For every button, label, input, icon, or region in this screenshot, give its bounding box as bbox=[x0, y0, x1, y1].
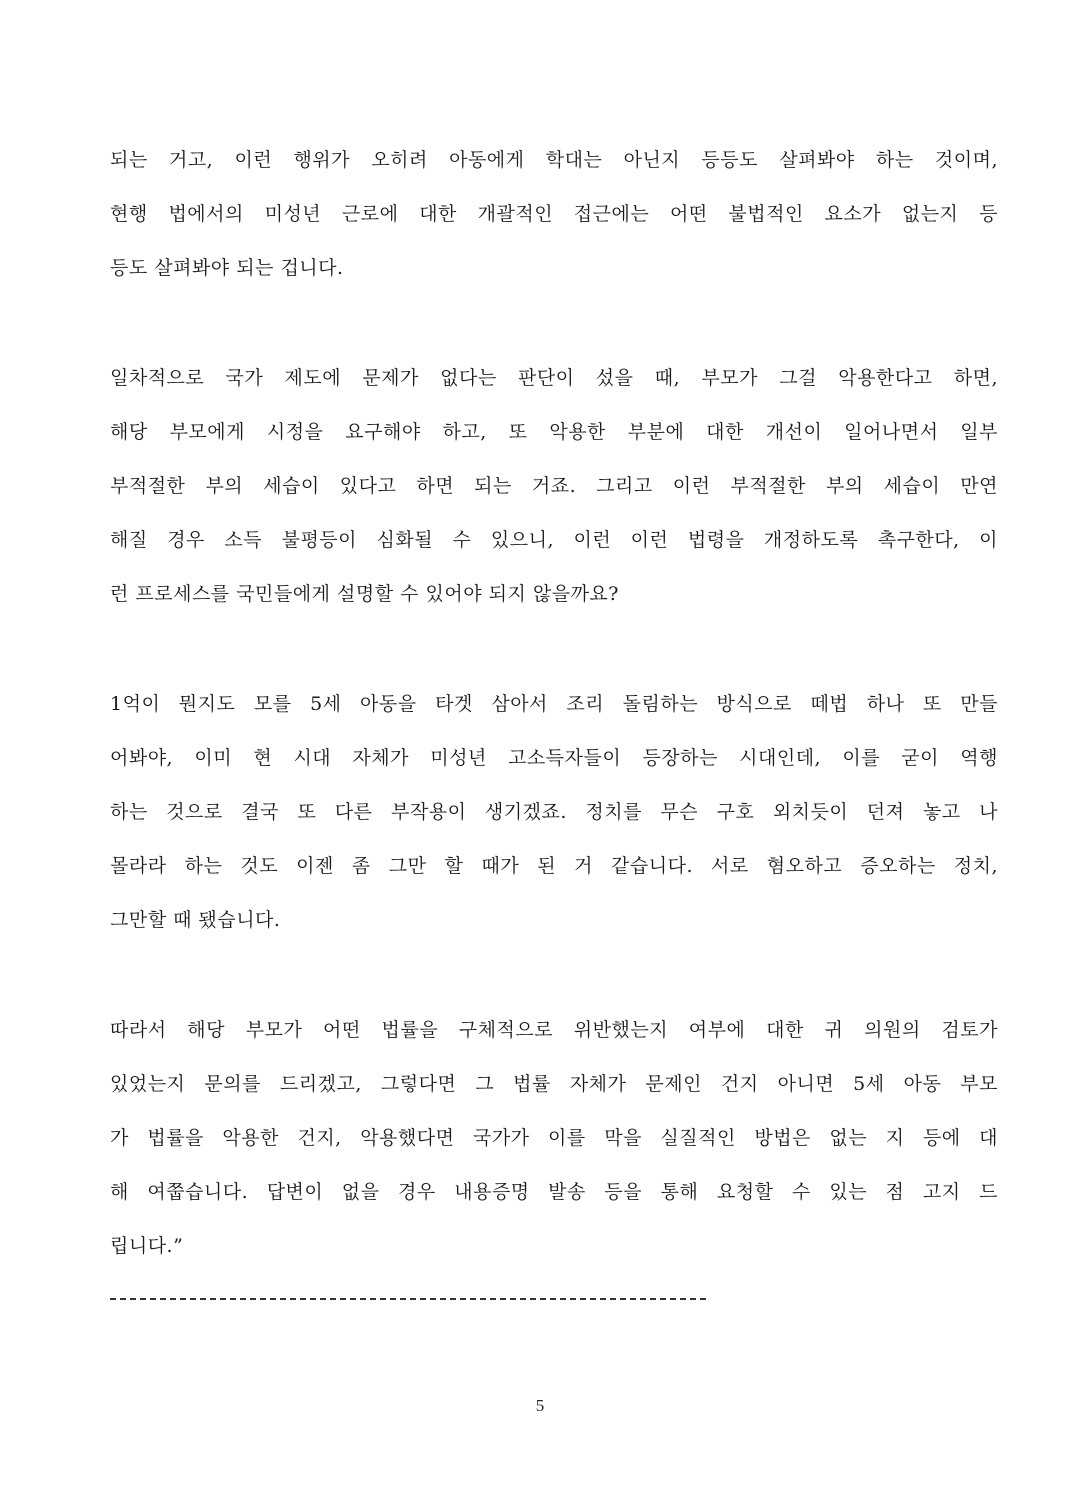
text-line: 가 법률을 악용한 건지, 악용했다면 국가가 이를 막을 실질적인 방법은 없는 지 등에 대 bbox=[110, 1127, 998, 1149]
text-line: 1억이 뭔지도 모를 5세 아동을 타겟 삼아서 조리 돌림하는 방식으로 떼법 하나 또 만들 bbox=[110, 693, 998, 715]
text-line: 부적절한 부의 세습이 있다고 하면 되는 거죠. 그리고 이런 부적절한 부의 세습이 만연 bbox=[110, 475, 998, 497]
text-line: 있었는지 문의를 드리겠고, 그렇다면 그 법률 자체가 문제인 건지 아니면 5세 아동 부모 bbox=[110, 1073, 998, 1095]
text-line: 따라서 해당 부모가 어떤 법률을 구체적으로 위반했는지 여부에 대한 귀 의원의 검토가 bbox=[110, 1019, 998, 1041]
text-line: 해질 경우 소득 불평등이 심화될 수 있으니, 이런 이런 법령을 개정하도록 촉구한다, 이 bbox=[110, 529, 998, 551]
text-line: 하는 것으로 결국 또 다른 부작용이 생기겠죠. 정치를 무슨 구호 외치듯이 던져 놓고 나 bbox=[110, 801, 998, 823]
text-line: 해 여쭙습니다. 답변이 없을 경우 내용증명 발송 등을 통해 요청할 수 있는 점 고지 드 bbox=[110, 1181, 998, 1203]
text-line: 되는 거고, 이런 행위가 오히려 아동에게 학대는 아닌지 등등도 살펴봐야 하는 것이며, bbox=[110, 149, 998, 171]
text-line: 일차적으로 국가 제도에 문제가 없다는 판단이 섰을 때, 부모가 그걸 악용한다고 하면, bbox=[110, 367, 998, 389]
text-line: 립니다.” bbox=[110, 1235, 184, 1257]
text-line: 현행 법에서의 미성년 근로에 대한 개괄적인 접근에는 어떤 불법적인 요소가 없는지 등 bbox=[110, 203, 998, 225]
text-line: 그만할 때 됐습니다. bbox=[110, 909, 281, 931]
dashed-divider bbox=[110, 1298, 706, 1300]
text-line: 등도 살펴봐야 되는 겁니다. bbox=[110, 257, 344, 279]
paragraph-3 bbox=[110, 677, 998, 947]
text-line: 어봐야, 이미 현 시대 자체가 미성년 고소득자들이 등장하는 시대인데, 이를 굳이 역행 bbox=[110, 747, 998, 769]
text-line: 해당 부모에게 시정을 요구해야 하고, 또 악용한 부분에 대한 개선이 일어나면서 일부 bbox=[110, 421, 998, 443]
text-line: 몰라라 하는 것도 이젠 좀 그만 할 때가 된 거 같습니다. 서로 혐오하고 증오하는 정치, bbox=[110, 855, 998, 877]
text-line: 런 프로세스를 국민들에게 설명할 수 있어야 되지 않을까요? bbox=[110, 583, 619, 605]
paragraph-1 bbox=[110, 133, 998, 295]
page-number: 5 bbox=[535, 1396, 545, 1415]
paragraph-4 bbox=[110, 1003, 998, 1273]
paragraph-2 bbox=[110, 351, 998, 621]
